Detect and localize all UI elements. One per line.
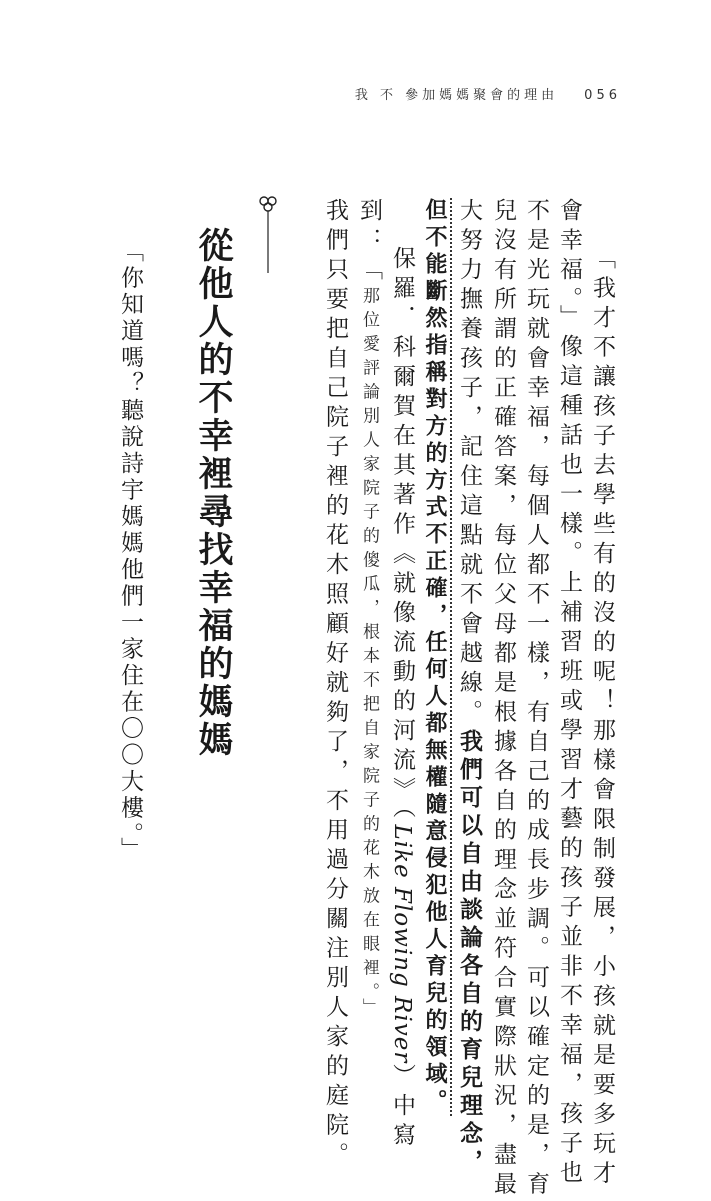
body-line-5 bbox=[457, 198, 480, 1177]
body-line-7 bbox=[390, 246, 413, 1152]
body-line-5-normal: 大努力撫養孩子，記住這點就不會越線。 bbox=[456, 198, 482, 729]
body-line-7-end: ）中寫 bbox=[389, 1063, 415, 1152]
running-header bbox=[355, 84, 621, 103]
book-title-latin: Like Flowing River bbox=[389, 824, 415, 1064]
body-line-6-emphasis: 但不能斷然指稱對方的方式不正確，任何人都無權隨意侵犯他人育兒的領域。 bbox=[423, 198, 452, 1116]
page-number: 056 bbox=[584, 88, 621, 103]
quoted-passage: 那位愛評論別人家院子的傻瓜，根本不把自家院子的花木放在眼裡。」 bbox=[359, 286, 379, 1022]
body-line-1: 「我才不讓孩子去學些有的沒的呢！那樣會限制發展，小孩就是要多玩才 bbox=[589, 246, 615, 1190]
body-line-8-start: 到：「 bbox=[356, 198, 382, 287]
body-line-7-start: 保羅．科爾賀在其著作《就像流動的河流》（ bbox=[389, 246, 415, 825]
body-line-4: 兒沒有所謂的正確答案，每位父母都是根據各自的理念並符合實際狀況，盡最 bbox=[490, 198, 516, 1201]
body-line-2: 會幸福。」像這種話也一樣。上補習班或學習才藝的孩子並非不幸福，孩子也 bbox=[556, 198, 582, 1190]
section-title: 從他人的不幸裡尋找幸福的媽媽 bbox=[193, 227, 234, 759]
body-line-3: 不是光玩就會幸福，每個人都不一樣，有自己的成長步調。可以確定的是，育 bbox=[523, 198, 549, 1201]
flower-ornament-icon bbox=[258, 193, 278, 273]
body-line-5-emphasis: 我們可以自由談論各自的育兒理念， bbox=[456, 729, 482, 1177]
running-title: 我 不 參加媽媽聚會的理由 bbox=[354, 88, 559, 103]
section-opening-line: 「你知道嗎？聽說詩宇媽媽他們一家住在〇〇大樓。」 bbox=[117, 239, 143, 864]
body-line-8 bbox=[357, 198, 380, 1022]
body-line-9: 我們只要把自己院子裡的花木照顧好就夠了，不用過分關注別人家的庭院。 bbox=[322, 198, 348, 1172]
